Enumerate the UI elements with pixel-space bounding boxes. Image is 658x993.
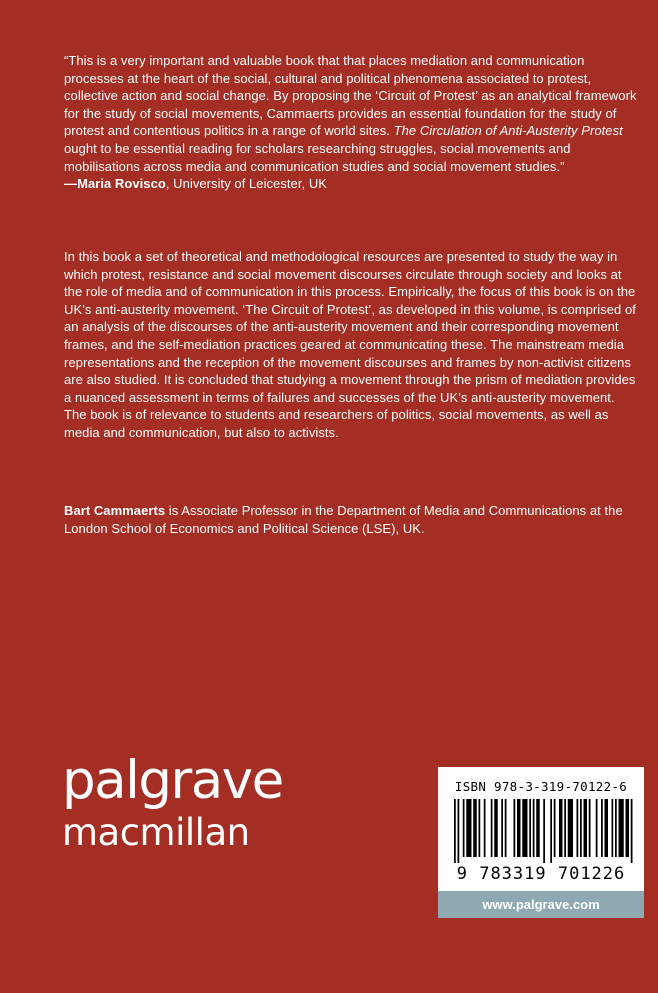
barcode-bar — [564, 799, 566, 857]
book-synopsis: In this book a set of theoretical and methodological resources are presented to study the way in which protest, resistance and social movement discourses circulate through society and looks at the role of media and of communication in this process. Empirically, the focus of this book is on the UK’s anti-austerity movement. ‘The Circuit of Protest’, as developed in this volume, is comprised of an analysis of the discourses of the anti-austerity movement and their corresponding movement frames, and the self-mediation practices geared at communicating these. The mainstream media representations and the reception of the movement discourses and frames by non-activist citizens are also studied. It is concluded that studying a movement through the prism of mediation provides a nuanced assessment in terms of failures and successes of the UK’s anti-austerity movement. The book is of relevance to students and researchers of politics, social movements, as well as media and communication, but also to activists. — [64, 249, 636, 440]
barcode-panel — [438, 767, 644, 891]
barcode-bar — [501, 799, 503, 857]
barcode-bar — [550, 799, 552, 863]
quote-text-2: ought to be essential reading for scholars researching struggles, social movements and mobilisations across media and communication studies and social movement studies.” — [64, 140, 571, 174]
author-bio — [64, 502, 638, 537]
barcode-bar — [505, 799, 507, 857]
barcode-bar — [533, 799, 535, 857]
quote-text-1: “This is a very important and valuable book that that places mediation and communication processes at the heart of the social, cultural and political phenomena associated to protest, collective action and social change. By proposing the ‘Circuit of Protest’ as an analytical framework for the study of social movements, Cammaerts provides an essential foundation for the study of protest and contentious politics in a range of world sites. — [64, 53, 637, 139]
barcode-bar — [601, 799, 603, 857]
isbn-label: ISBN 978-3-319-70122-6 — [454, 779, 628, 794]
barcode-digits: 9 783319 701226 — [456, 864, 626, 884]
barcode-bar — [543, 799, 545, 863]
publisher-logo — [62, 752, 283, 854]
barcode-bar — [554, 799, 556, 857]
website-link[interactable]: www.palgrave.com — [438, 891, 644, 918]
barcode-bar — [473, 799, 477, 857]
barcode-bar — [589, 799, 591, 857]
barcode-bar — [491, 799, 493, 857]
barcode-bar — [529, 799, 531, 857]
barcode-bar — [626, 799, 630, 857]
attribution-dash: — — [64, 176, 78, 192]
barcode-bar — [577, 799, 579, 857]
endorsement-attribution — [64, 175, 638, 193]
quote-book-title: The Circulation of Anti-Austerity Protest — [393, 123, 623, 139]
publisher-logo-line1: palgrave — [62, 750, 283, 811]
barcode-bar — [514, 799, 516, 857]
barcode-bar — [615, 799, 617, 857]
barcode-bar — [463, 799, 465, 857]
barcode-bar — [536, 799, 540, 857]
barcode-bar — [517, 799, 521, 857]
attribution-affiliation: , University of Leicester, UK — [165, 176, 327, 192]
barcode-bar — [522, 799, 527, 857]
barcode-bar — [484, 799, 486, 857]
barcode-bar — [596, 799, 598, 857]
barcode-bar — [479, 799, 481, 857]
barcode-bar — [466, 799, 471, 857]
barcode-bar — [605, 799, 609, 857]
barcode-bar — [619, 799, 624, 857]
barcode-bar — [631, 799, 633, 863]
barcode-bar — [559, 799, 563, 857]
attribution-name: Maria Rovisco — [77, 176, 166, 192]
author-name: Bart Cammaerts — [64, 503, 166, 518]
author-bio-text: is Associate Professor in the Department of Media and Communications at the London School of Economics and Political Science (LSE), UK. — [64, 503, 623, 536]
barcode-bar — [580, 799, 582, 857]
barcode-bar — [494, 799, 498, 857]
barcode-bar — [568, 799, 573, 857]
barcode-bar — [454, 799, 456, 863]
publisher-logo-line2: macmillan — [62, 811, 250, 854]
barcode-bar — [584, 799, 588, 857]
barcode-bar — [458, 799, 460, 863]
endorsement-blurb — [64, 52, 638, 193]
barcode-icon — [448, 799, 634, 863]
barcode-bar — [612, 799, 614, 857]
